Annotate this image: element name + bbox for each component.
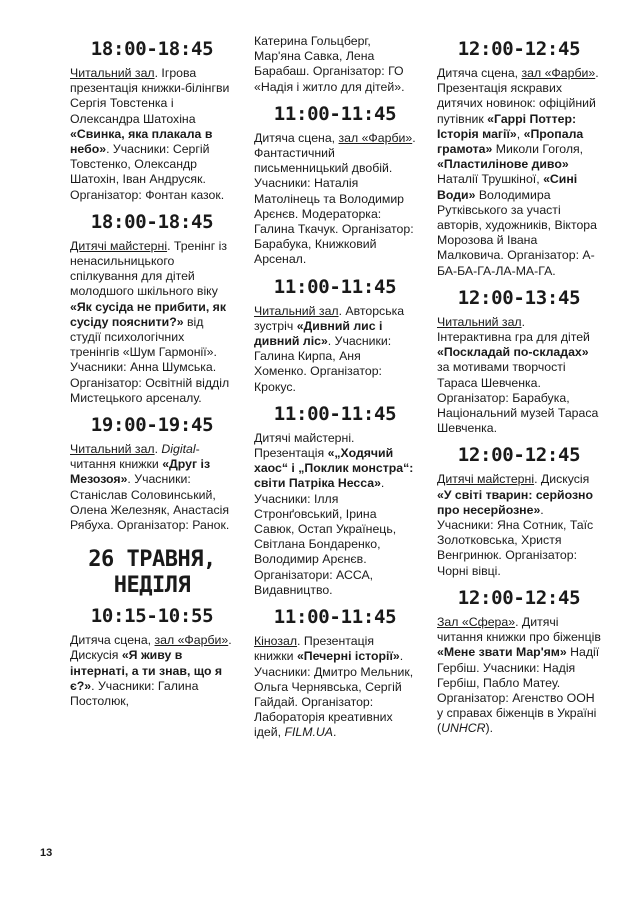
- event-time: 12:00-13:45: [457, 286, 581, 309]
- event-time: 19:00-19:45: [90, 414, 214, 437]
- event-description: Кінозал. Презентація книжки «Печерні історії». Учасники: Дмитро Мельник, Ольга Чернявська, Сергій Гайдай. Організатор: Лабораторія креативних ідей, FILM.UA.: [254, 634, 414, 740]
- book-title: «Печерні історії»: [296, 649, 400, 664]
- venue-link: Зал «Сфера»: [437, 614, 516, 629]
- event-time: 18:00-18:45: [90, 210, 214, 233]
- event-time: 12:00-12:45: [457, 38, 581, 60]
- venue-link: Читальний зал: [254, 303, 339, 318]
- event-description: Дитячі майстерні. Дискусія «У світі тварин: серйозно про несерйозне». Учасники: Яна Сотник, Таїс Золотковська, Христя Венгринюк. Організатор: Чорні вівці.: [437, 472, 594, 578]
- venue-link: Читальний зал: [70, 442, 155, 457]
- event-description: Читальний зал. Ігрова презентація книжки-білінгви Сергія Товстенка і Олександра Шатохіна «Свинка, яка плакала в небо». Учасники: Сергій Товстенко, Олександр Шатохін, Іван Андрусяк. Організатор: Фонтан казок.: [70, 66, 230, 202]
- event-time: 11:00-11:45: [273, 275, 397, 298]
- event-time: 12:00-12:45: [457, 444, 581, 467]
- event-description: Читальний зал. Інтерактивна гра для дітей «Поскладай по-складах» за мотивами творчості Тараса Шевченка. Організатор: Барабука, Національний музей Тараса Шевченка.: [437, 314, 599, 436]
- book-title: «Пластилінове диво»: [437, 157, 569, 172]
- book-title: «Гаррі Поттер: Історія магії»: [437, 111, 577, 141]
- venue-link: Читальний зал: [437, 314, 522, 329]
- event-time: 11:00-11:45: [273, 402, 397, 425]
- event-description: Читальний зал. Авторська зустріч «Дивний лис і дивний ліс». Учасники: Галина Кирпа, Аня Хоменко. Організатор: Крокус.: [254, 303, 405, 394]
- page-number: 13: [40, 847, 53, 859]
- event-title: «Як сусіда не прибити, як сусіду пояснити?»: [70, 299, 227, 329]
- event-description: Читальний зал. Digital-читання книжки «Друг із Мезозоя». Учасники: Станіслав Соловинський, Олена Железняк, Анастасія Рябуха. Організатор: Ранок.: [70, 442, 230, 533]
- event-time: 18:00-18:45: [90, 38, 214, 60]
- book-title: «Друг із Мезозоя»: [70, 457, 211, 487]
- event-title: «Я живу в інтернаті, а ти знав, що я є?»: [70, 648, 223, 693]
- column-1: [70, 34, 234, 717]
- continued-text: Катерина Гольцберг, Мар'яна Савка, Лена Барабаш. Організатор: ГО «Надія і житло для дітей».: [254, 34, 405, 94]
- book-title: «Мене звати Мар'ям»: [437, 645, 567, 660]
- book-title: «Пропала грамота»: [437, 126, 584, 157]
- column-3: [437, 34, 601, 745]
- venue-link: Читальний зал: [70, 66, 155, 80]
- column-2: [254, 34, 416, 749]
- event-description: Дитячі майстерні. Презентація «„Ходячий хаос“ і „Поклик монстра“: світи Патріка Несса». Учасники: Ілля Стронґовський, Ірина Савюк, Остап Українець, Світлана Бондаренко, Володимир Арєнєв. Організатори: АССА, Видавництво.: [254, 430, 414, 597]
- venue-link: Дитячі майстерні: [437, 472, 535, 487]
- book-title: «Свинка, яка плакала в небо»: [70, 126, 213, 157]
- event-time: 12:00-12:45: [457, 586, 581, 609]
- event-time: 11:00-11:45: [273, 102, 397, 125]
- venue-link: Кінозал: [254, 634, 298, 649]
- event-description: Дитячі майстерні. Тренінг із ненасильницького спілкування для дітей молодшого шкільного віку «Як сусіда не прибити, як сусіду пояснити?» від студії психологічних тренінгів «Шум Гармонії». Учасники: Анна Шумська. Організатор: Освітній відділ Мистецького арсеналу.: [70, 238, 230, 405]
- book-title: «Сині Води»: [437, 172, 578, 202]
- venue-link: зал «Фарби»: [154, 633, 229, 648]
- venue-link: зал «Фарби»: [338, 130, 413, 145]
- event-description: Дитяча сцена, зал «Фарби». Презентація яскравих дитячих новинок: офіційний путівник «Гаррі Поттер: Історія магії», «Пропала грамота» Миколи Гоголя, «Пластилінове диво» Наталії Трушкіної, «Сині Води» Володимира Рутківського за участі авторів, художників, Віктора Морозова й Івана Малковича. Організатор: А-БА-БА-ГА-ЛА-МА-ГА.: [437, 66, 599, 278]
- event-title: «Поскладай по-складах»: [437, 345, 589, 360]
- event-description: Дитяча сцена, зал «Фарби». Фантастичний письменницький двобій. Учасники: Наталія Матолінець та Володимир Арєнєв. Модераторка: Галина Ткачук. Організатор: Барабука, Книжковий Арсенал.: [254, 130, 416, 267]
- event-title: «„Ходячий хаос“ і „Поклик монстра“: світи Патріка Несса»: [254, 446, 414, 491]
- venue-link: зал «Фарби»: [521, 66, 596, 80]
- venue-link: Дитячі майстерні: [70, 238, 168, 253]
- event-time: 10:15-10:55: [90, 605, 214, 628]
- event-title: «У світі тварин: серйозно про несерйозне»: [437, 487, 593, 517]
- event-time: 11:00-11:45: [273, 606, 397, 629]
- day-heading: 26 ТРАВНЯ, НЕДІЛЯ: [88, 547, 216, 599]
- book-title: «Дивний лис і дивний ліс»: [254, 318, 383, 349]
- event-description: Дитяча сцена, зал «Фарби». Дискусія «Я живу в інтернаті, а ти знав, що я є?». Учасники: Галина Постолюк,: [70, 633, 232, 709]
- event-description: Зал «Сфера». Дитячі читання книжки про біженців «Мене звати Мар'ям» Надії Гербіш. Учасники: Надія Гербіш, Пабло Матеу. Організатор: Агенство ООН у справах біженців в Україні (UNHCR).: [437, 614, 601, 736]
